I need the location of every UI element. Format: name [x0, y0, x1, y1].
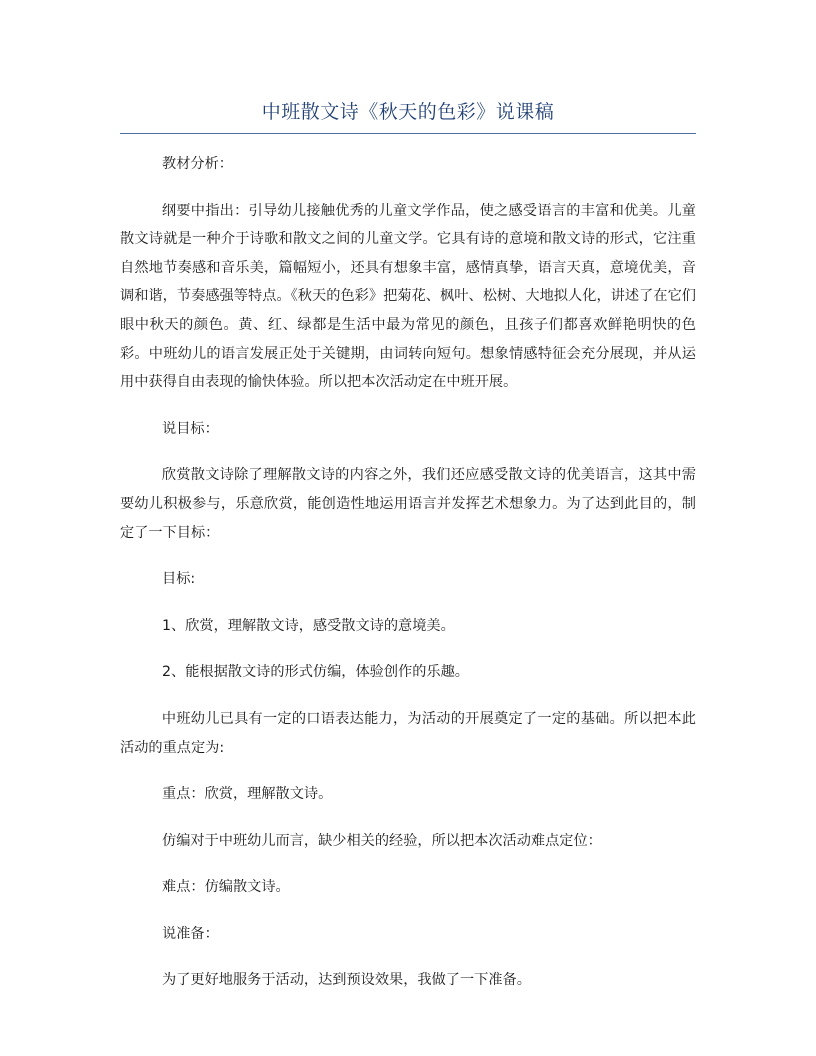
- paragraph-spacer: [120, 809, 696, 827]
- paragraph-material-analysis: 纲要中指出：引导幼儿接触优秀的儿童文学作品，使之感受语言的丰富和优美。儿童散文诗就是一种介于诗歌和散文之间的儿童文学。它具有诗的意境和散文诗的形式，它注重自然地节奏感和音乐美，篇幅短小，还具有想象丰富，感情真挚，语言天真，意境优美，音调和谐，节奏感强等特点。《秋天的色彩》把菊花、枫叶、松树、大地拟人化，讲述了在它们眼中秋天的颜色。黄、红、绿都是生活中最为常见的颜色，且孩子们都喜欢鲜艳明快的色彩。中班幼儿的语言发展正处于关键期，由词转向短句。想象情感特征会充分展现，并从运用中获得自由表现的愉快体验。所以把本次活动定在中班开展。: [120, 202, 696, 391]
- goal-item-2: 2、能根据散文诗的形式仿编，体验创作的乐趣。: [162, 664, 469, 681]
- paragraph-spacer: [120, 594, 696, 612]
- paragraph-difficulty-intro: 仿编对于中班幼儿而言，缺少相关的经验，所以把本次活动难点定位：: [162, 832, 602, 849]
- paragraph-spacer: [120, 179, 696, 197]
- paragraph-spacer: [120, 948, 696, 966]
- paragraph-spacer: [120, 547, 696, 565]
- paragraph-spacer: [120, 855, 696, 873]
- key-point: 重点：欣赏，理解散文诗。: [162, 786, 333, 803]
- paragraph-spacer: [120, 687, 696, 705]
- paragraph-spacer: [120, 640, 696, 658]
- paragraph-spacer: [120, 397, 696, 415]
- document-body: [120, 150, 696, 995]
- section-heading-goals: 说目标：: [162, 420, 219, 437]
- paragraph-spacer: [120, 762, 696, 780]
- section-heading-preparation: 说准备：: [162, 925, 219, 942]
- paragraph-key-point-intro: 中班幼儿已具有一定的口语表达能力，为活动的开展奠定了一定的基础。所以把本此活动的重点定为:: [120, 710, 696, 756]
- title-underline: [120, 133, 696, 134]
- paragraph-spacer: [120, 443, 696, 461]
- goals-label: 目标:: [162, 571, 196, 588]
- section-heading-material-analysis: 教材分析：: [162, 156, 233, 172]
- paragraph-spacer: [120, 902, 696, 920]
- document-title: 中班散文诗《秋天的色彩》说课稿: [261, 101, 555, 123]
- paragraph-goals-intro: 欣赏散文诗除了理解散文诗的内容之外，我们还应感受散文诗的优美语言，这其中需要幼儿积极参与，乐意欣赏，能创造性地运用语言并发挥艺术想象力。为了达到此目的，制定了一下目标：: [120, 467, 696, 541]
- difficulty-point: 难点：仿编散文诗。: [162, 879, 290, 896]
- paragraph-preparation: 为了更好地服务于活动，达到预设效果，我做了一下准备。: [162, 972, 531, 989]
- goal-item-1: 1、欣赏，理解散文诗，感受散文诗的意境美。: [162, 617, 455, 634]
